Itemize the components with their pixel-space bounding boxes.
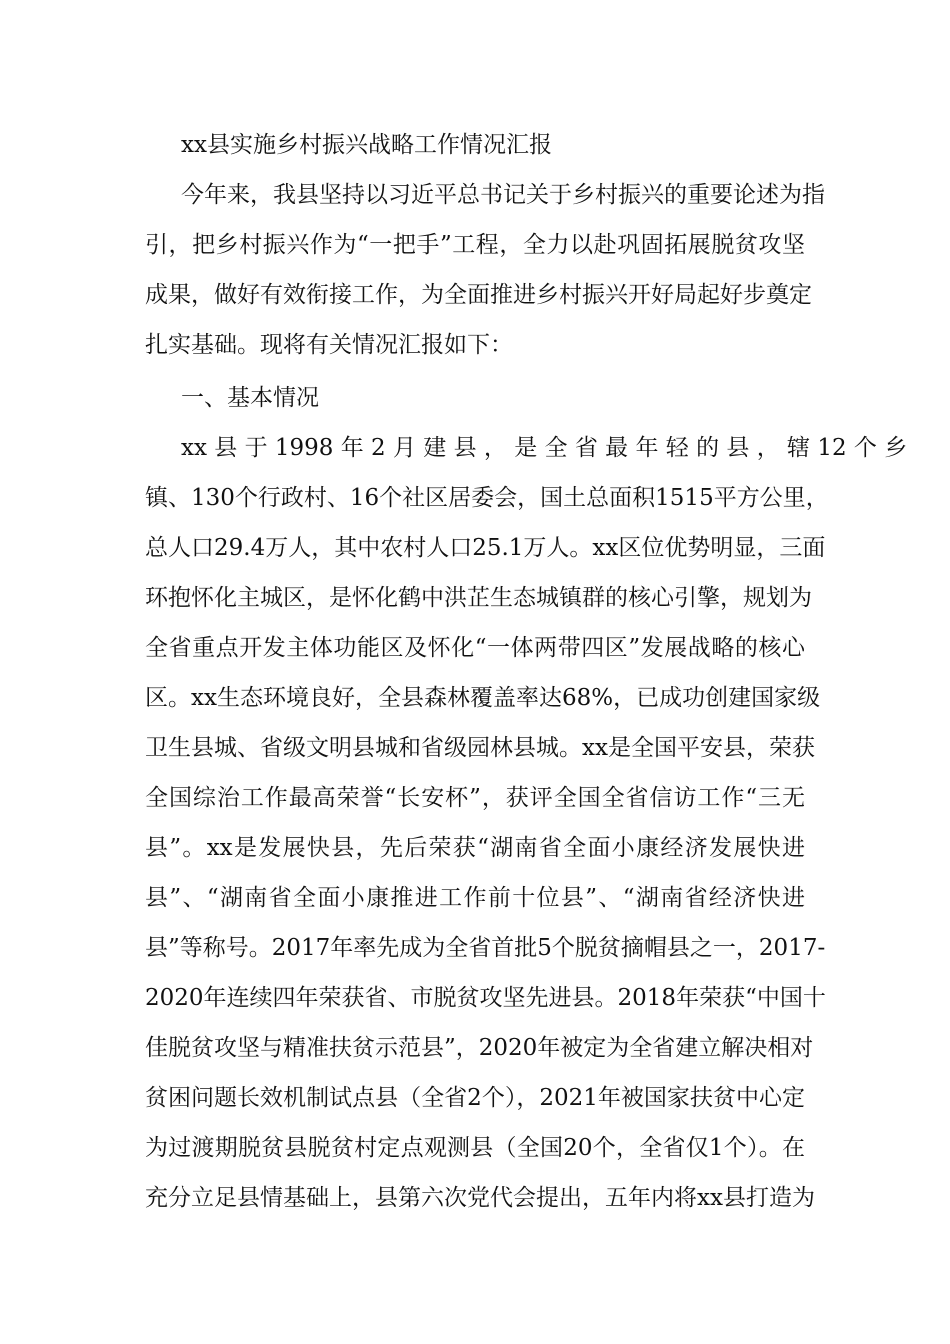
paragraph-2-line-15: 为过渡期脱贫县脱贫村定点观测县（全国20个，全省仅1个）。在 [145,1135,805,1161]
paragraph-2-line-11: 县”等称号。2017年率先成为全省首批5个脱贫摘帽县之一，2017- [145,935,826,961]
section-heading-basic-situation: 一、基本情况 [181,385,319,411]
paragraph-2-line-13: 佳脱贫攻坚与精准扶贫示范县”，2020年被定为全省建立解决相对 [145,1035,814,1061]
paragraph-2-line-12: 2020年连续四年荣获省、市脱贫攻坚先进县。2018年荣获“中国十 [145,985,826,1011]
paragraph-2-line-2: 镇、130个行政村、16个社区居委会，国土总面积1515平方公里， [145,485,829,511]
paragraph-2-line-5: 全省重点开发主体功能区及怀化“一体两带四区”发展战略的核心 [145,635,805,661]
paragraph-2-line-10: 县”、“湖南省全面小康推进工作前十位县”、“湖南省经济快进 [145,885,805,911]
paragraph-2-line-7: 卫生县城、省级文明县城和省级园林县城。xx是全国平安县，荣获 [145,735,815,761]
paragraph-1-line-3: 成果，做好有效衔接工作，为全面推进乡村振兴开好局起好步奠定 [145,282,812,308]
paragraph-2-line-3: 总人口29.4万人，其中农村人口25.1万人。xx区位优势明显，三面 [145,535,826,561]
paragraph-2-line-6: 区。xx生态环境良好，全县森林覆盖率达68%，已成功创建国家级 [145,685,821,711]
paragraph-2-line-9: 县”。xx是发展快县，先后荣获“湖南省全面小康经济发展快进 [145,835,805,861]
document-title: xx县实施乡村振兴战略工作情况汇报 [181,132,552,158]
paragraph-2-line-16: 充分立足县情基础上，县第六次党代会提出，五年内将xx县打造为 [145,1185,815,1211]
paragraph-1-line-2: 引，把乡村振兴作为“一把手”工程，全力以赴巩固拓展脱贫攻坚 [145,232,805,258]
paragraph-2-line-1: xx 县 于 1998 年 2 月 建 县 ， 是 全 省 最 年 轻 的 县 ， 辖 12 个 乡 [181,435,908,461]
paragraph-2-line-4: 环抱怀化主城区，是怀化鹤中洪芷生态城镇群的核心引擎，规划为 [145,585,812,611]
paragraph-2-line-8: 全国综治工作最高荣誉“长安杯”，获评全国全省信访工作“三无 [145,785,805,811]
paragraph-1-line-4: 扎实基础。现将有关情况汇报如下： [145,332,513,358]
paragraph-2-line-14: 贫困问题长效机制试点县（全省2个），2021年被国家扶贫中心定 [145,1085,805,1111]
paragraph-1-line-1: 今年来，我县坚持以习近平总书记关于乡村振兴的重要论述为指 [181,182,825,208]
